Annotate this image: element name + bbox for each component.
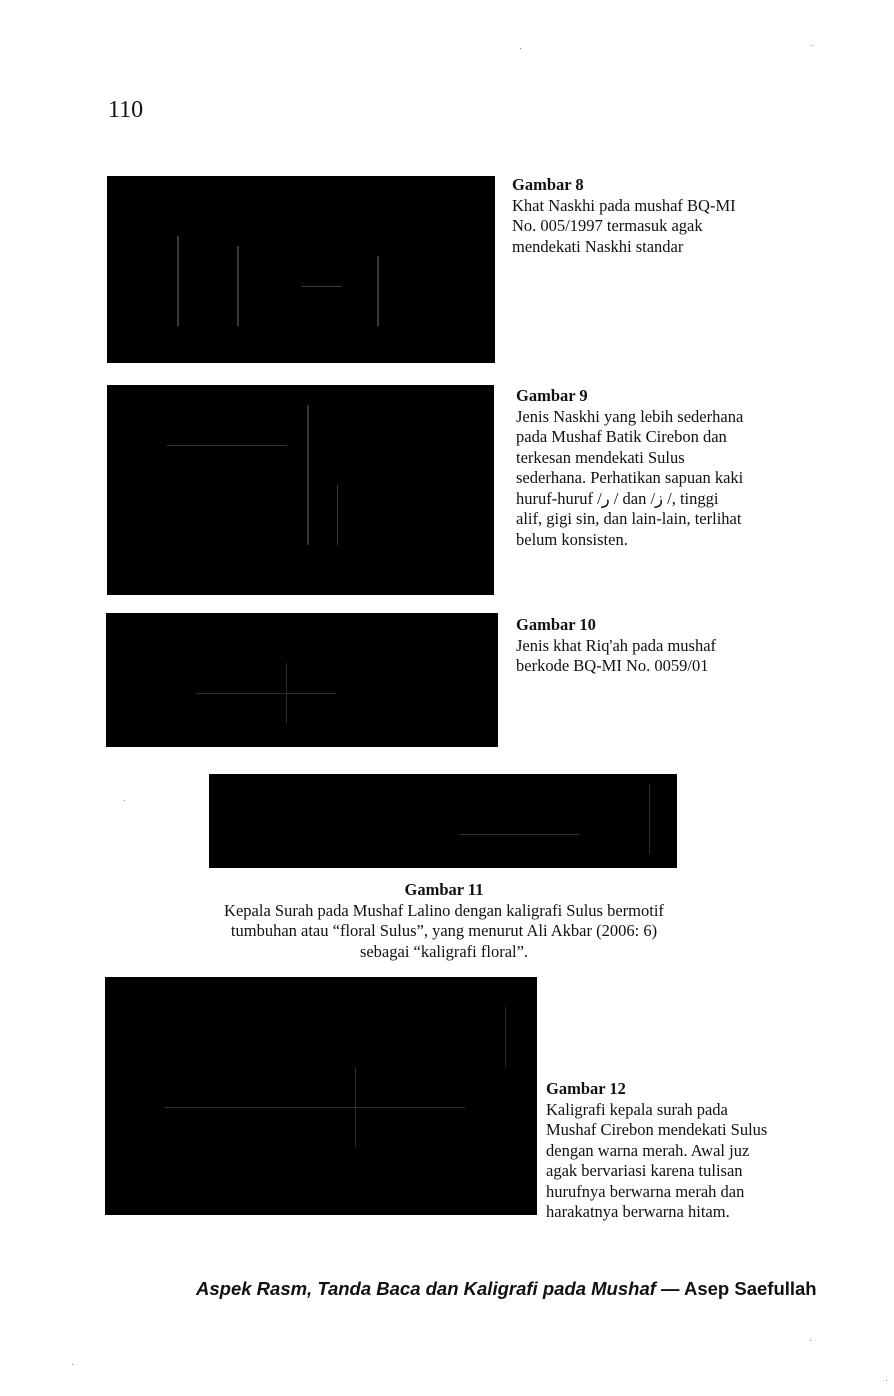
figure-title: Gambar 12 [546, 1079, 626, 1098]
figure-title: Gambar 11 [404, 880, 484, 899]
running-footer [196, 1278, 817, 1300]
figure-title: Gambar 10 [516, 615, 596, 634]
scan-speck [520, 48, 521, 49]
figure-caption-text: Jenis khat Riq'ah pada mushaf berkode BQ-MI No. 0059/01 [516, 635, 717, 675]
scan-speck [812, 45, 813, 46]
figure-caption-gambar-12 [546, 1079, 816, 1223]
figure-caption-gambar-11 [160, 880, 728, 962]
figure-image-gambar-8 [107, 176, 495, 363]
figure-image-gambar-9 [107, 385, 494, 595]
figure-caption-gambar-10 [516, 615, 786, 677]
figure-caption-gambar-8 [512, 175, 782, 257]
figure-image-gambar-11 [209, 774, 677, 868]
figure-title: Gambar 8 [512, 175, 584, 194]
figure-title: Gambar 9 [516, 386, 588, 405]
footer-book-title: Aspek Rasm, Tanda Baca dan Kaligrafi pada Mushaf [196, 1278, 656, 1299]
figure-caption-gambar-9 [516, 386, 786, 550]
figure-caption-text: Kepala Surah pada Mushaf Lalino dengan kaligrafi Sulus bermotif tumbuhan atau “floral Sulus”, yang menurut Ali Akbar (2006: 6) sebagai “kaligrafi floral”. [224, 900, 664, 961]
scan-speck [810, 1340, 811, 1341]
scan-speck [72, 1364, 73, 1365]
page-number: 110 [108, 97, 144, 123]
figure-caption-text: Kaligrafi kepala surah pada Mushaf Cirebon mendekati Sulus dengan warna merah. Awal juz agak bervariasi karena tulisan hurufnya berwarna merah dan harakatnya berwarna hitam. [546, 1099, 768, 1221]
footer-author: Asep Saefullah [683, 1278, 817, 1299]
figure-caption-text: Jenis Naskhi yang lebih sederhana pada Mushaf Batik Cirebon dan terkesan mendekati Sulus sederhana. Perhatikan sapuan kaki huruf-huruf /ر / dan /ز /, tinggi alif, gigi sin, dan lain-lain, terlihat belum konsisten. [516, 406, 744, 549]
scan-speck [886, 1380, 887, 1381]
figure-image-gambar-12 [105, 977, 537, 1215]
figure-caption-text: Khat Naskhi pada mushaf BQ-MI No. 005/1997 termasuk agak mendekati Naskhi standar [512, 195, 736, 256]
scan-speck [124, 800, 125, 801]
figure-image-gambar-10 [106, 613, 498, 747]
footer-separator: — [655, 1278, 684, 1299]
